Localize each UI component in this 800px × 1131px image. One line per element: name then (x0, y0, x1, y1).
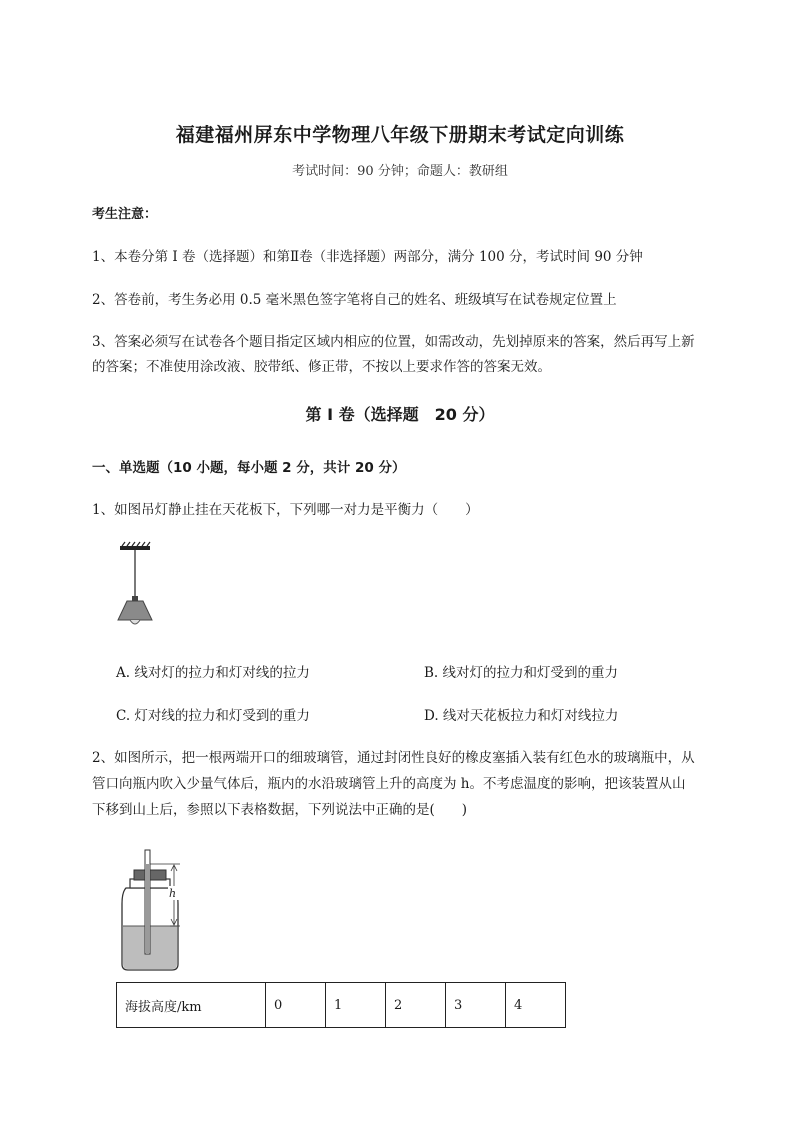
bottle-barometer-icon (112, 846, 202, 974)
table-header-cell: 海拔高度/km (117, 983, 266, 1028)
notice-item-3-continued: 的答案；不准使用涂改液、胶带纸、修正带，不按以上要求作答的答案无效。 (92, 359, 551, 375)
question-1-option-c: C. 灯对线的拉力和灯受到的重力 (116, 708, 310, 724)
page-title: 福建福州屏东中学物理八年级下册期末考试定向训练 (175, 124, 625, 146)
hanging-lamp-icon (110, 540, 170, 635)
notice-item-2: 2、答卷前，考生务必用 0.5 毫米黑色签字笔将自己的姓名、班级填写在试卷规定位置上 (92, 292, 617, 308)
question-2-stem-line-2: 管口向瓶内吹入少量气体后，瓶内的水沿玻璃管上升的高度为 h。不考虑温度的影响，把该装置从山 (92, 776, 686, 792)
table-cell: 0 (266, 983, 326, 1028)
question-2-stem-line-3: 下移到山上后，参照以下表格数据，下列说法中正确的是( ) (92, 802, 468, 818)
notice-item-3: 3、答案必须写在试卷各个题目指定区域内相应的位置，如需改动，先划掉原来的答案，然后再写上新 (92, 334, 695, 350)
question-2-stem-line-1: 2、如图所示，把一根两端开口的细玻璃管，通过封闭性良好的橡皮塞插入装有红色水的玻璃瓶中，从 (92, 750, 695, 766)
notice-heading: 考生注意： (92, 207, 158, 222)
table-cell: 4 (506, 983, 566, 1028)
table-row (117, 983, 566, 1028)
question-1-option-b: B. 线对灯的拉力和灯受到的重力 (424, 665, 619, 681)
question-1-stem: 1、如图吊灯静止挂在天花板下，下列哪一对力是平衡力（ ） (92, 502, 479, 518)
altitude-table (116, 982, 566, 1028)
question-1-option-a: A. 线对灯的拉力和灯对线的拉力 (116, 665, 310, 681)
section-title: 第 I 卷（选择题 20 分） (305, 405, 495, 424)
table-cell: 1 (326, 983, 386, 1028)
table-cell: 3 (446, 983, 506, 1028)
height-label: h (169, 887, 177, 900)
notice-item-1: 1、本卷分第 I 卷（选择题）和第Ⅱ卷（非选择题）两部分，满分 100 分，考试时间 90 分钟 (92, 249, 643, 265)
part-heading: 一、单选题（10 小题，每小题 2 分，共计 20 分） (92, 460, 406, 476)
exam-info: 考试时间：90 分钟；命题人：教研组 (292, 164, 508, 179)
table-cell: 2 (386, 983, 446, 1028)
question-1-option-d: D. 线对天花板拉力和灯对线拉力 (424, 708, 619, 724)
